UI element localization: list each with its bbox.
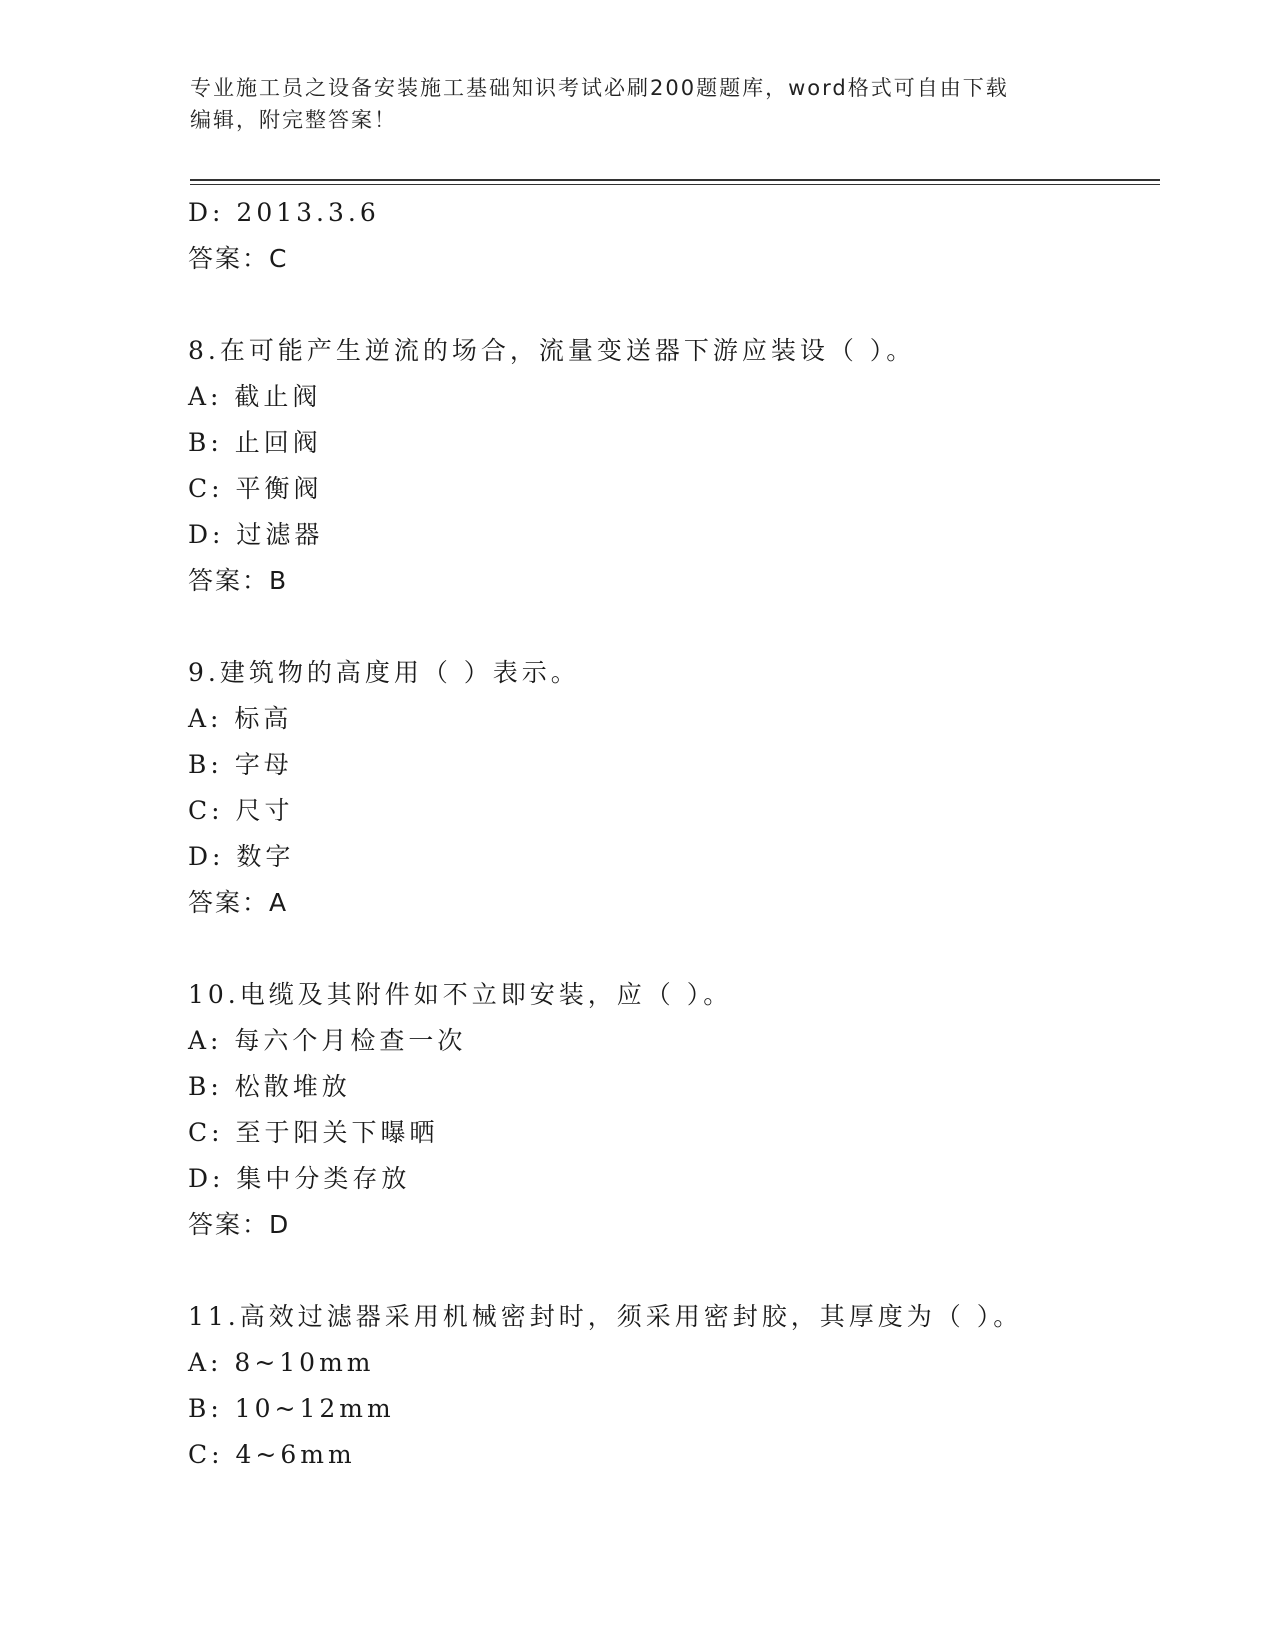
previous-question-tail [188,190,1148,282]
header-divider-thin [190,184,1160,185]
option-a: A: 每六个月检查一次 [188,1026,467,1055]
header-divider-thick [190,179,1160,181]
option-c: C: 至于阳关下曝晒 [188,1118,439,1147]
question-content [188,190,1148,1478]
spacer [188,282,1148,328]
option-b: B: 松散堆放 [188,1072,351,1101]
option-b: B: 止回阀 [188,428,322,457]
question-8 [188,328,1148,604]
option-c: C: 4~6mm [188,1440,356,1469]
option-b: B: 10~12mm [188,1394,395,1423]
document-header [190,72,1090,136]
question-stem: 8.在可能产生逆流的场合，流量变送器下游应装设（ ）。 [188,336,916,365]
question-10 [188,972,1148,1248]
option-d: D: 2013.3.6 [188,198,380,227]
question-9 [188,650,1148,926]
spacer [188,1248,1148,1294]
option-c: C: 尺寸 [188,796,294,825]
option-a: A: 截止阀 [188,382,322,411]
option-a: A: 8~10mm [188,1348,375,1377]
option-d: D: 集中分类存放 [188,1164,411,1193]
question-stem: 10.电缆及其附件如不立即安装，应（ ）。 [188,980,733,1009]
header-title-line-1: 专业施工员之设备安装施工基础知识考试必刷200题题库，word格式可自由下载 [190,76,1009,100]
option-c: C: 平衡阀 [188,474,323,503]
answer-line: 答案：A [188,888,289,917]
answer-line: 答案：B [188,566,289,595]
option-b: B: 字母 [188,750,293,779]
answer-line: 答案：D [188,1210,291,1239]
answer-line: 答案：C [188,244,289,273]
question-stem: 9.建筑物的高度用（ ）表示。 [188,658,580,687]
header-title-line-2: 编辑，附完整答案！ [190,108,397,132]
option-d: D: 数字 [188,842,295,871]
question-11 [188,1294,1148,1478]
question-stem: 11.高效过滤器采用机械密封时，须采用密封胶，其厚度为（ ）。 [188,1302,1023,1331]
option-a: A: 标高 [188,704,293,733]
option-d: D: 过滤器 [188,520,324,549]
spacer [188,926,1148,972]
spacer [188,604,1148,650]
